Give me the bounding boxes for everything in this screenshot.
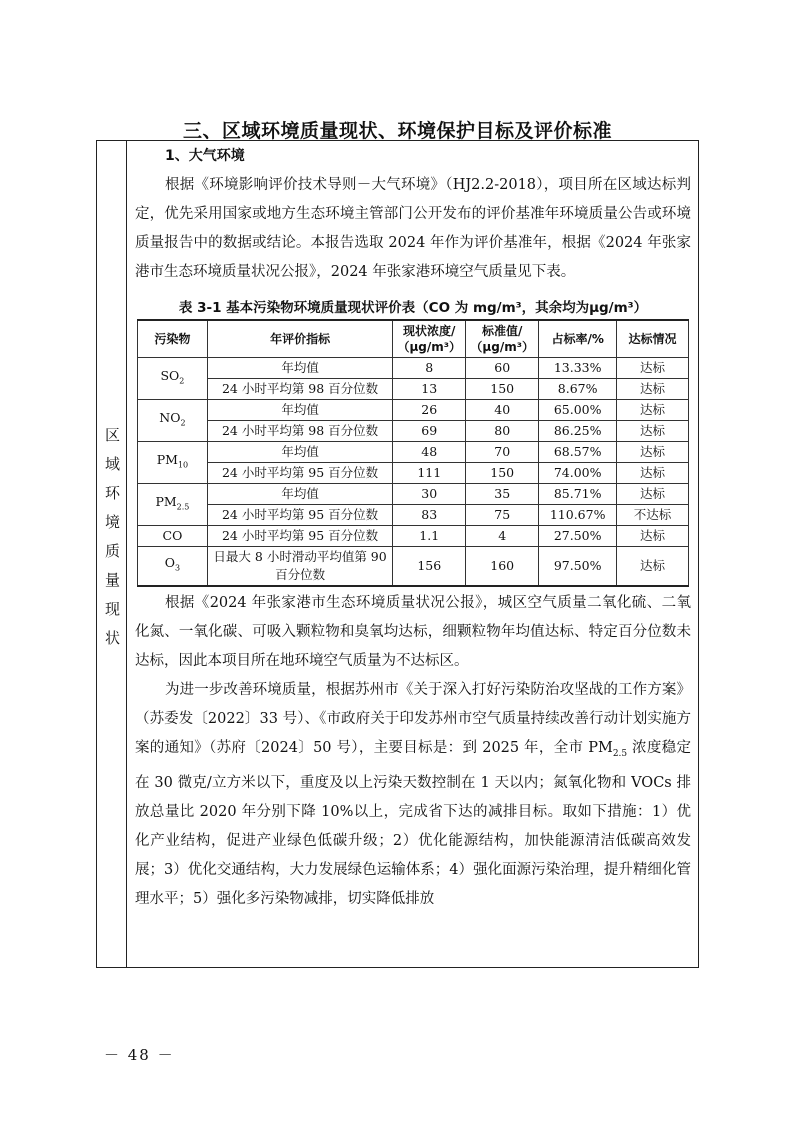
status-cell: 达标	[617, 400, 689, 421]
table-row	[138, 526, 689, 547]
side-column	[97, 141, 127, 967]
pollutant-name: CO	[162, 528, 183, 543]
section-heading: 1、大气环境	[165, 148, 245, 164]
indicator-cell: 24 小时平均第 95 百分位数	[207, 526, 392, 547]
ratio-cell: 85.71%	[539, 484, 617, 505]
pollutant-cell	[138, 526, 208, 547]
side-label: 区域环境质量现状	[103, 427, 121, 659]
concentration-cell: 48	[393, 442, 466, 463]
table-row	[138, 547, 689, 587]
pollutant-cell	[138, 442, 208, 484]
concentration-cell: 69	[393, 421, 466, 442]
ratio-cell: 110.67%	[539, 505, 617, 526]
table-header-row	[138, 320, 689, 358]
ratio-cell: 27.50%	[539, 526, 617, 547]
pollutant-subscript: 3	[175, 563, 181, 573]
concentration-cell: 26	[393, 400, 466, 421]
indicator-cell: 年均值	[207, 442, 392, 463]
concentration-cell: 111	[393, 463, 466, 484]
table-row	[138, 421, 689, 442]
header-cell: 达标情况	[617, 320, 689, 358]
pollutant-cell	[138, 358, 208, 400]
paragraph-2: 根据《2024 年张家港市生态环境质量状况公报》，城区空气质量二氧化硫、二氧化氮、一氧化碳、可吸入颗粒物和臭氧均达标，细颗粒物年均值达标、特定百分位数未达标，因此本项目所在地环境空气质量为不达标区。	[135, 595, 691, 669]
table-body	[138, 358, 689, 587]
ratio-cell: 97.50%	[539, 547, 617, 587]
status-cell: 达标	[617, 442, 689, 463]
status-cell: 达标	[617, 358, 689, 379]
page-title: 三、区域环境质量现状、环境保护目标及评价标准	[182, 120, 612, 142]
status-cell: 达标	[617, 379, 689, 400]
standard-cell: 75	[466, 505, 539, 526]
status-cell: 不达标	[617, 505, 689, 526]
indicator-cell: 年均值	[207, 484, 392, 505]
standard-cell: 35	[466, 484, 539, 505]
header-cell: 占标率/%	[539, 320, 617, 358]
pollutant-cell	[138, 400, 208, 442]
pollutant-name: PM	[156, 451, 178, 467]
header-cell: 标准值/（μg/m³）	[466, 320, 539, 358]
table-row	[138, 463, 689, 484]
paragraph-3-part-a: 为进一步改善环境质量，根据苏州市《关于深入打好污染防治攻坚战的工作方案》（苏委发〔2022〕33 号）、《市政府关于印发苏州市空气质量持续改善行动计划实施方案的通知》（苏府〔2024〕50 号），主要目标是：到 2025 年，全市 PM	[135, 682, 691, 756]
table-caption: 表 3-1 基本污染物环境质量现状评价表（CO 为 mg/m³，其余均为μg/m³）	[178, 300, 648, 316]
pollutant-name: PM	[155, 493, 177, 509]
pollutant-cell	[138, 547, 208, 587]
concentration-cell: 13	[393, 379, 466, 400]
pollutant-name: NO	[159, 409, 181, 425]
pollutant-name: O	[164, 555, 176, 571]
paragraph-3	[135, 676, 691, 914]
table-row	[138, 379, 689, 400]
ratio-cell: 8.67%	[539, 379, 617, 400]
standard-cell: 40	[466, 400, 539, 421]
concentration-cell: 8	[393, 358, 466, 379]
table-row	[138, 442, 689, 463]
indicator-cell: 24 小时平均第 98 百分位数	[207, 379, 392, 400]
pollutant-subscript: 2.5	[176, 502, 190, 512]
standard-cell: 70	[466, 442, 539, 463]
concentration-cell: 30	[393, 484, 466, 505]
indicator-cell: 24 小时平均第 95 百分位数	[207, 463, 392, 484]
indicator-cell: 日最大 8 小时滑动平均值第 90 百分位数	[207, 547, 392, 587]
header-cell: 年评价指标	[207, 320, 392, 358]
status-cell: 达标	[617, 484, 689, 505]
table-row	[138, 505, 689, 526]
ratio-cell: 68.57%	[539, 442, 617, 463]
main-content	[135, 141, 691, 914]
status-cell: 达标	[617, 421, 689, 442]
pollutant-cell	[138, 484, 208, 526]
intro-paragraph: 根据《环境影响评价技术导则－大气环境》（HJ2.2-2018），项目所在区域达标判定，优先采用国家或地方生态环境主管部门公开发布的评价基准年环境质量公告或环境质量报告中的数据或结论。本报告选取 2024 年作为评价基准年，根据《2024 年张家港市生态环境质量状况公报》，2024 年张家港环境空气质量见下表。	[135, 177, 691, 280]
content-frame	[96, 140, 699, 968]
pollutant-table	[137, 319, 689, 587]
paragraph-3-subscript: 2.5	[612, 748, 628, 759]
standard-cell: 80	[466, 421, 539, 442]
status-cell: 达标	[617, 526, 689, 547]
table-row	[138, 484, 689, 505]
pollutant-subscript: 2	[179, 376, 185, 386]
indicator-cell: 24 小时平均第 95 百分位数	[207, 505, 392, 526]
ratio-cell: 65.00%	[539, 400, 617, 421]
header-cell: 现状浓度/（μg/m³）	[393, 320, 466, 358]
standard-cell: 150	[466, 379, 539, 400]
status-cell: 达标	[617, 547, 689, 587]
standard-cell: 150	[466, 463, 539, 484]
status-cell: 达标	[617, 463, 689, 484]
pollutant-subscript: 2	[180, 418, 186, 428]
concentration-cell: 83	[393, 505, 466, 526]
standard-cell: 60	[466, 358, 539, 379]
indicator-cell: 年均值	[207, 358, 392, 379]
standard-cell: 160	[466, 547, 539, 587]
pollutant-subscript: 10	[177, 460, 189, 470]
paragraph-3-part-b: 浓度稳定在 30 微克/立方米以下，重度及以上污染天数控制在 1 天以内；氮氧化物和 VOCs 排放总量比 2020 年分别下降 10%以上，完成省下达的减排目标。取如下措施：1）优化产业结构，促进产业绿色低碳升级；2）优化能源结构，加快能源清洁低碳高效发展；3）优化交通结构，大力发展绿色运输体系；4）强化面源污染治理，提升精细化管理水平；5）强化多污染物减排，切实降低排放	[135, 740, 691, 907]
indicator-cell: 年均值	[207, 400, 392, 421]
page-number: － 48 －	[104, 1046, 175, 1064]
indicator-cell: 24 小时平均第 98 百分位数	[207, 421, 392, 442]
table-row	[138, 358, 689, 379]
concentration-cell: 1.1	[393, 526, 466, 547]
ratio-cell: 86.25%	[539, 421, 617, 442]
concentration-cell: 156	[393, 547, 466, 587]
standard-cell: 4	[466, 526, 539, 547]
pollutant-name: SO	[160, 367, 180, 383]
ratio-cell: 74.00%	[539, 463, 617, 484]
ratio-cell: 13.33%	[539, 358, 617, 379]
table-row	[138, 400, 689, 421]
header-cell: 污染物	[138, 320, 208, 358]
